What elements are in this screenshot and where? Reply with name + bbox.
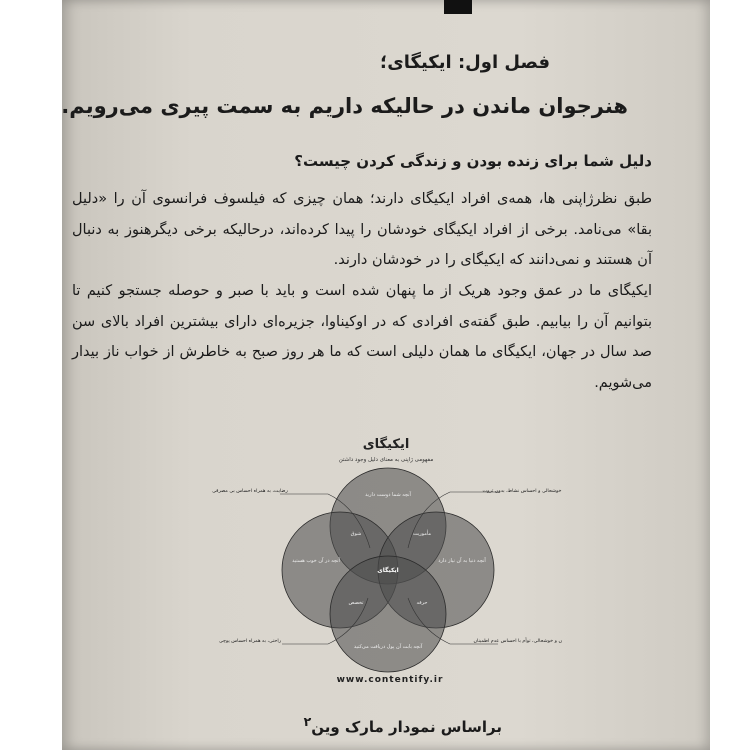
note-comfort: راحتی، به همراه احساس پوچی xyxy=(218,639,282,644)
chapter-subtitle: هنرجوان ماندن در حالیکه داریم به سمت پیری می‌رویم. xyxy=(61,94,628,118)
ikigai-venn-svg xyxy=(210,430,562,695)
section-heading: دلیل شما برای زنده بودن و زندگی کردن چیست؟ xyxy=(294,152,652,170)
circle-paid-for-label: آنچه بابت آن پول دریافت می‌کنید xyxy=(353,644,423,650)
circle-good-at-label: آنچه در آن خوب هستید xyxy=(292,558,340,564)
caption-note: ۲ xyxy=(303,714,312,729)
center-label: ایکیگای xyxy=(377,567,399,574)
circle-love-label: آنچه شما دوست دارید xyxy=(365,492,411,498)
overlap-profession: تخصص xyxy=(348,600,364,606)
paragraph-1: طبق نظرژاپنی ها، همه‌ی افراد ایکیگای دارند؛ همان چیزی که فیلسوف فرانسوی آن را «دلیل بقا» می‌نامد. برخی از افراد ایکیگای خودشان را پیدا کرده‌اند، درحالیکه برخی دیگرهنوز به دنبال آن هستند و نمی‌دانند که ایکیگای را در خودشان دارند. xyxy=(72,191,652,268)
diagram-caption xyxy=(304,714,502,736)
book-page xyxy=(62,0,710,750)
caption-text: براساس نمودار مارک وین xyxy=(311,718,502,736)
note-satisfaction: رضایت، به همراه احساس بی مصرفی xyxy=(212,489,288,494)
circle-world-needs-label: آنچه دنیا به آن نیاز دارد xyxy=(438,558,486,564)
note-excitement: هیجان و خوشحالی، توأم با احساس عدم اطمینان xyxy=(473,639,562,644)
overlap-passion: شوق xyxy=(350,531,362,537)
diagram-title: ایکیگای xyxy=(362,437,410,452)
diagram-subtitle: مفهومی ژاپنی به معنای دلیل وجود داشتن xyxy=(338,457,434,463)
page-tab-mark xyxy=(444,0,472,14)
ikigai-diagram xyxy=(210,430,562,695)
chapter-title: فصل اول: ایکیگای؛ xyxy=(380,52,550,73)
note-delight: خوشحالی و احساس نشاط، بدون ثروت xyxy=(482,489,562,494)
paragraph-2: ایکیگای ما در عمق وجود هریک از ما پنهان شده است و باید با صبر و حوصله جستجو کنیم تا بتوانیم آن را بیابیم. طبق گفته‌ی افرادی که در اوکیناوا، جزیره‌ای دارای بیشترین افراد بالای سن صد سال در جهان، ایکیگای ما همان دلیلی است که ما هر روز صبح به خاطرش از خواب ناز بیدار می‌شویم. xyxy=(72,283,652,391)
overlap-vocation: حرفه xyxy=(416,600,428,606)
diagram-website: www.contentify.ir xyxy=(336,675,444,685)
overlap-mission: مأموریت xyxy=(412,531,432,537)
